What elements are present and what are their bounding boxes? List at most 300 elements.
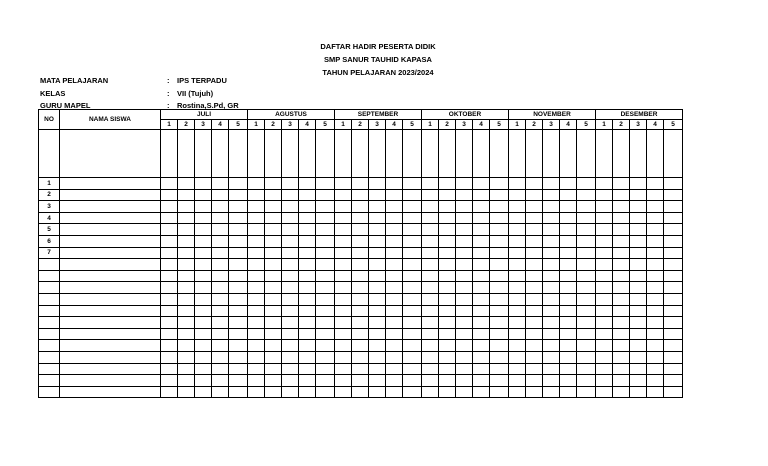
attendance-cell[interactable] — [577, 178, 596, 190]
attendance-cell[interactable] — [473, 375, 490, 387]
attendance-cell[interactable] — [422, 351, 439, 363]
attendance-cell[interactable] — [630, 178, 647, 190]
attendance-cell[interactable] — [161, 201, 178, 213]
attendance-cell[interactable] — [386, 178, 403, 190]
attendance-cell[interactable] — [577, 293, 596, 305]
attendance-cell[interactable] — [473, 235, 490, 247]
attendance-cell[interactable] — [473, 340, 490, 352]
attendance-cell[interactable] — [282, 317, 299, 329]
attendance-cell[interactable] — [647, 178, 664, 190]
attendance-cell[interactable] — [335, 189, 352, 201]
attendance-cell[interactable] — [369, 212, 386, 224]
attendance-cell[interactable] — [195, 178, 212, 190]
attendance-cell[interactable] — [178, 201, 195, 213]
attendance-cell[interactable] — [613, 328, 630, 340]
attendance-cell[interactable] — [543, 189, 560, 201]
attendance-cell[interactable] — [229, 375, 248, 387]
attendance-cell[interactable] — [473, 178, 490, 190]
attendance-cell[interactable] — [352, 317, 369, 329]
attendance-cell[interactable] — [229, 247, 248, 259]
attendance-cell[interactable] — [403, 363, 422, 375]
attendance-cell[interactable] — [473, 189, 490, 201]
attendance-cell[interactable] — [543, 375, 560, 387]
student-name-cell[interactable] — [60, 328, 161, 340]
attendance-cell[interactable] — [560, 178, 577, 190]
attendance-cell[interactable] — [577, 305, 596, 317]
attendance-cell[interactable] — [248, 351, 265, 363]
attendance-cell[interactable] — [490, 317, 509, 329]
attendance-cell[interactable] — [386, 224, 403, 236]
attendance-cell[interactable] — [352, 386, 369, 398]
attendance-cell[interactable] — [299, 386, 316, 398]
attendance-cell[interactable] — [647, 317, 664, 329]
student-name-cell[interactable] — [60, 305, 161, 317]
attendance-cell[interactable] — [560, 247, 577, 259]
attendance-cell[interactable] — [456, 259, 473, 271]
attendance-cell[interactable] — [647, 293, 664, 305]
attendance-cell[interactable] — [195, 235, 212, 247]
attendance-cell[interactable] — [265, 363, 282, 375]
attendance-cell[interactable] — [248, 178, 265, 190]
attendance-cell[interactable] — [630, 259, 647, 271]
attendance-cell[interactable] — [456, 305, 473, 317]
attendance-cell[interactable] — [630, 305, 647, 317]
attendance-cell[interactable] — [490, 363, 509, 375]
attendance-cell[interactable] — [248, 386, 265, 398]
attendance-cell[interactable] — [352, 178, 369, 190]
attendance-cell[interactable] — [299, 247, 316, 259]
attendance-cell[interactable] — [352, 340, 369, 352]
attendance-cell[interactable] — [248, 235, 265, 247]
attendance-cell[interactable] — [178, 224, 195, 236]
attendance-cell[interactable] — [473, 363, 490, 375]
attendance-cell[interactable] — [647, 270, 664, 282]
attendance-cell[interactable] — [490, 340, 509, 352]
attendance-cell[interactable] — [577, 351, 596, 363]
attendance-cell[interactable] — [439, 235, 456, 247]
attendance-cell[interactable] — [212, 293, 229, 305]
attendance-cell[interactable] — [560, 386, 577, 398]
attendance-cell[interactable] — [509, 235, 526, 247]
attendance-cell[interactable] — [212, 270, 229, 282]
attendance-cell[interactable] — [473, 212, 490, 224]
attendance-cell[interactable] — [543, 351, 560, 363]
attendance-cell[interactable] — [335, 224, 352, 236]
attendance-cell[interactable] — [212, 282, 229, 294]
attendance-cell[interactable] — [596, 224, 613, 236]
attendance-cell[interactable] — [490, 305, 509, 317]
attendance-cell[interactable] — [456, 328, 473, 340]
attendance-cell[interactable] — [316, 235, 335, 247]
attendance-cell[interactable] — [403, 235, 422, 247]
attendance-cell[interactable] — [352, 247, 369, 259]
attendance-cell[interactable] — [560, 375, 577, 387]
attendance-cell[interactable] — [456, 212, 473, 224]
attendance-cell[interactable] — [439, 212, 456, 224]
attendance-cell[interactable] — [526, 189, 543, 201]
attendance-cell[interactable] — [596, 293, 613, 305]
attendance-cell[interactable] — [526, 375, 543, 387]
attendance-cell[interactable] — [526, 305, 543, 317]
attendance-cell[interactable] — [299, 340, 316, 352]
attendance-cell[interactable] — [369, 305, 386, 317]
attendance-cell[interactable] — [664, 201, 683, 213]
attendance-cell[interactable] — [265, 201, 282, 213]
student-name-cell[interactable] — [60, 386, 161, 398]
attendance-cell[interactable] — [352, 224, 369, 236]
attendance-cell[interactable] — [439, 363, 456, 375]
attendance-cell[interactable] — [316, 224, 335, 236]
attendance-cell[interactable] — [195, 328, 212, 340]
attendance-cell[interactable] — [526, 351, 543, 363]
attendance-cell[interactable] — [178, 375, 195, 387]
attendance-cell[interactable] — [422, 363, 439, 375]
attendance-cell[interactable] — [161, 259, 178, 271]
attendance-cell[interactable] — [526, 259, 543, 271]
attendance-cell[interactable] — [543, 282, 560, 294]
student-name-cell[interactable] — [60, 259, 161, 271]
attendance-cell[interactable] — [473, 247, 490, 259]
attendance-cell[interactable] — [386, 386, 403, 398]
attendance-cell[interactable] — [161, 224, 178, 236]
attendance-cell[interactable] — [248, 328, 265, 340]
attendance-cell[interactable] — [577, 201, 596, 213]
attendance-cell[interactable] — [265, 270, 282, 282]
student-name-cell[interactable] — [60, 293, 161, 305]
attendance-cell[interactable] — [664, 178, 683, 190]
attendance-cell[interactable] — [509, 328, 526, 340]
attendance-cell[interactable] — [335, 351, 352, 363]
attendance-cell[interactable] — [526, 340, 543, 352]
attendance-cell[interactable] — [248, 317, 265, 329]
attendance-cell[interactable] — [664, 247, 683, 259]
student-name-cell[interactable] — [60, 375, 161, 387]
attendance-cell[interactable] — [473, 293, 490, 305]
attendance-cell[interactable] — [282, 386, 299, 398]
student-name-cell[interactable] — [60, 270, 161, 282]
attendance-cell[interactable] — [299, 375, 316, 387]
attendance-cell[interactable] — [403, 317, 422, 329]
attendance-cell[interactable] — [212, 386, 229, 398]
attendance-cell[interactable] — [490, 270, 509, 282]
attendance-cell[interactable] — [543, 293, 560, 305]
attendance-cell[interactable] — [229, 178, 248, 190]
attendance-cell[interactable] — [456, 189, 473, 201]
attendance-cell[interactable] — [596, 363, 613, 375]
attendance-cell[interactable] — [386, 282, 403, 294]
attendance-cell[interactable] — [316, 351, 335, 363]
attendance-cell[interactable] — [560, 189, 577, 201]
attendance-cell[interactable] — [577, 340, 596, 352]
attendance-cell[interactable] — [560, 305, 577, 317]
attendance-cell[interactable] — [543, 340, 560, 352]
attendance-cell[interactable] — [335, 212, 352, 224]
attendance-cell[interactable] — [543, 317, 560, 329]
attendance-cell[interactable] — [473, 201, 490, 213]
attendance-cell[interactable] — [229, 259, 248, 271]
attendance-cell[interactable] — [664, 375, 683, 387]
attendance-cell[interactable] — [613, 375, 630, 387]
attendance-cell[interactable] — [248, 212, 265, 224]
attendance-cell[interactable] — [352, 270, 369, 282]
attendance-cell[interactable] — [229, 270, 248, 282]
attendance-cell[interactable] — [161, 293, 178, 305]
attendance-cell[interactable] — [178, 305, 195, 317]
attendance-cell[interactable] — [630, 317, 647, 329]
attendance-cell[interactable] — [456, 235, 473, 247]
attendance-cell[interactable] — [596, 375, 613, 387]
attendance-cell[interactable] — [195, 363, 212, 375]
attendance-cell[interactable] — [229, 305, 248, 317]
attendance-cell[interactable] — [509, 224, 526, 236]
attendance-cell[interactable] — [577, 270, 596, 282]
attendance-cell[interactable] — [282, 340, 299, 352]
attendance-cell[interactable] — [596, 259, 613, 271]
attendance-cell[interactable] — [596, 201, 613, 213]
attendance-cell[interactable] — [526, 282, 543, 294]
attendance-cell[interactable] — [369, 178, 386, 190]
attendance-cell[interactable] — [178, 212, 195, 224]
attendance-cell[interactable] — [509, 351, 526, 363]
attendance-cell[interactable] — [299, 189, 316, 201]
attendance-cell[interactable] — [613, 363, 630, 375]
attendance-cell[interactable] — [299, 282, 316, 294]
attendance-cell[interactable] — [596, 305, 613, 317]
attendance-cell[interactable] — [613, 189, 630, 201]
attendance-cell[interactable] — [403, 189, 422, 201]
attendance-cell[interactable] — [509, 375, 526, 387]
attendance-cell[interactable] — [369, 189, 386, 201]
attendance-cell[interactable] — [456, 340, 473, 352]
attendance-cell[interactable] — [161, 305, 178, 317]
attendance-cell[interactable] — [456, 317, 473, 329]
attendance-cell[interactable] — [369, 259, 386, 271]
attendance-cell[interactable] — [369, 224, 386, 236]
attendance-cell[interactable] — [577, 317, 596, 329]
attendance-cell[interactable] — [526, 178, 543, 190]
attendance-cell[interactable] — [647, 375, 664, 387]
attendance-cell[interactable] — [352, 189, 369, 201]
attendance-cell[interactable] — [265, 212, 282, 224]
attendance-cell[interactable] — [265, 351, 282, 363]
attendance-cell[interactable] — [526, 212, 543, 224]
attendance-cell[interactable] — [490, 178, 509, 190]
attendance-cell[interactable] — [386, 375, 403, 387]
attendance-cell[interactable] — [439, 247, 456, 259]
attendance-cell[interactable] — [439, 201, 456, 213]
attendance-cell[interactable] — [543, 363, 560, 375]
attendance-cell[interactable] — [613, 235, 630, 247]
attendance-cell[interactable] — [473, 305, 490, 317]
attendance-cell[interactable] — [526, 201, 543, 213]
attendance-cell[interactable] — [403, 259, 422, 271]
attendance-cell[interactable] — [560, 293, 577, 305]
attendance-cell[interactable] — [630, 340, 647, 352]
attendance-cell[interactable] — [265, 328, 282, 340]
attendance-cell[interactable] — [664, 212, 683, 224]
attendance-cell[interactable] — [422, 293, 439, 305]
attendance-cell[interactable] — [422, 201, 439, 213]
attendance-cell[interactable] — [403, 293, 422, 305]
attendance-cell[interactable] — [299, 363, 316, 375]
attendance-cell[interactable] — [212, 201, 229, 213]
attendance-cell[interactable] — [335, 270, 352, 282]
attendance-cell[interactable] — [439, 386, 456, 398]
attendance-cell[interactable] — [596, 386, 613, 398]
attendance-cell[interactable] — [490, 212, 509, 224]
attendance-cell[interactable] — [439, 328, 456, 340]
attendance-cell[interactable] — [299, 178, 316, 190]
attendance-cell[interactable] — [490, 328, 509, 340]
attendance-cell[interactable] — [229, 340, 248, 352]
attendance-cell[interactable] — [178, 386, 195, 398]
student-name-cell[interactable] — [60, 317, 161, 329]
attendance-cell[interactable] — [422, 270, 439, 282]
attendance-cell[interactable] — [439, 340, 456, 352]
attendance-cell[interactable] — [386, 259, 403, 271]
attendance-cell[interactable] — [161, 340, 178, 352]
attendance-cell[interactable] — [265, 259, 282, 271]
attendance-cell[interactable] — [212, 212, 229, 224]
attendance-cell[interactable] — [282, 282, 299, 294]
attendance-cell[interactable] — [422, 340, 439, 352]
attendance-cell[interactable] — [664, 224, 683, 236]
attendance-cell[interactable] — [178, 259, 195, 271]
attendance-cell[interactable] — [526, 328, 543, 340]
attendance-cell[interactable] — [352, 305, 369, 317]
attendance-cell[interactable] — [299, 259, 316, 271]
student-name-cell[interactable] — [60, 178, 161, 190]
attendance-cell[interactable] — [316, 270, 335, 282]
attendance-cell[interactable] — [335, 293, 352, 305]
attendance-cell[interactable] — [664, 340, 683, 352]
attendance-cell[interactable] — [473, 270, 490, 282]
attendance-cell[interactable] — [543, 386, 560, 398]
attendance-cell[interactable] — [229, 224, 248, 236]
attendance-cell[interactable] — [664, 363, 683, 375]
attendance-cell[interactable] — [647, 363, 664, 375]
attendance-cell[interactable] — [299, 293, 316, 305]
attendance-cell[interactable] — [282, 375, 299, 387]
attendance-cell[interactable] — [509, 212, 526, 224]
attendance-cell[interactable] — [161, 178, 178, 190]
attendance-cell[interactable] — [596, 270, 613, 282]
attendance-cell[interactable] — [178, 270, 195, 282]
attendance-cell[interactable] — [403, 178, 422, 190]
attendance-cell[interactable] — [248, 282, 265, 294]
attendance-cell[interactable] — [456, 293, 473, 305]
attendance-cell[interactable] — [509, 282, 526, 294]
attendance-cell[interactable] — [248, 375, 265, 387]
attendance-cell[interactable] — [473, 351, 490, 363]
attendance-cell[interactable] — [352, 328, 369, 340]
attendance-cell[interactable] — [613, 259, 630, 271]
attendance-cell[interactable] — [613, 317, 630, 329]
attendance-cell[interactable] — [613, 270, 630, 282]
attendance-cell[interactable] — [161, 189, 178, 201]
attendance-cell[interactable] — [613, 224, 630, 236]
attendance-cell[interactable] — [509, 340, 526, 352]
attendance-cell[interactable] — [560, 224, 577, 236]
attendance-cell[interactable] — [178, 328, 195, 340]
attendance-cell[interactable] — [577, 235, 596, 247]
attendance-cell[interactable] — [613, 351, 630, 363]
attendance-cell[interactable] — [526, 270, 543, 282]
attendance-cell[interactable] — [577, 259, 596, 271]
attendance-cell[interactable] — [316, 189, 335, 201]
attendance-cell[interactable] — [422, 305, 439, 317]
attendance-cell[interactable] — [178, 293, 195, 305]
attendance-cell[interactable] — [299, 351, 316, 363]
attendance-cell[interactable] — [577, 247, 596, 259]
attendance-cell[interactable] — [509, 178, 526, 190]
attendance-cell[interactable] — [386, 201, 403, 213]
attendance-cell[interactable] — [647, 386, 664, 398]
attendance-cell[interactable] — [560, 201, 577, 213]
student-name-cell[interactable] — [60, 224, 161, 236]
attendance-cell[interactable] — [335, 178, 352, 190]
attendance-cell[interactable] — [299, 328, 316, 340]
attendance-cell[interactable] — [195, 247, 212, 259]
attendance-cell[interactable] — [613, 178, 630, 190]
attendance-cell[interactable] — [526, 386, 543, 398]
student-name-cell[interactable] — [60, 189, 161, 201]
attendance-cell[interactable] — [282, 293, 299, 305]
attendance-cell[interactable] — [543, 305, 560, 317]
attendance-cell[interactable] — [422, 178, 439, 190]
attendance-cell[interactable] — [422, 212, 439, 224]
attendance-cell[interactable] — [647, 201, 664, 213]
attendance-cell[interactable] — [664, 386, 683, 398]
attendance-cell[interactable] — [577, 282, 596, 294]
attendance-cell[interactable] — [630, 282, 647, 294]
attendance-cell[interactable] — [386, 235, 403, 247]
attendance-cell[interactable] — [456, 178, 473, 190]
attendance-cell[interactable] — [456, 351, 473, 363]
attendance-cell[interactable] — [195, 270, 212, 282]
attendance-cell[interactable] — [439, 178, 456, 190]
attendance-cell[interactable] — [335, 363, 352, 375]
attendance-cell[interactable] — [178, 340, 195, 352]
attendance-cell[interactable] — [490, 235, 509, 247]
attendance-cell[interactable] — [178, 235, 195, 247]
attendance-cell[interactable] — [577, 224, 596, 236]
attendance-cell[interactable] — [195, 305, 212, 317]
attendance-cell[interactable] — [613, 212, 630, 224]
attendance-cell[interactable] — [543, 247, 560, 259]
attendance-cell[interactable] — [526, 317, 543, 329]
attendance-cell[interactable] — [161, 351, 178, 363]
attendance-cell[interactable] — [282, 235, 299, 247]
attendance-cell[interactable] — [195, 201, 212, 213]
attendance-cell[interactable] — [422, 375, 439, 387]
attendance-cell[interactable] — [316, 247, 335, 259]
attendance-cell[interactable] — [664, 235, 683, 247]
attendance-cell[interactable] — [282, 270, 299, 282]
attendance-cell[interactable] — [282, 201, 299, 213]
attendance-cell[interactable] — [630, 351, 647, 363]
attendance-cell[interactable] — [543, 235, 560, 247]
attendance-cell[interactable] — [282, 189, 299, 201]
attendance-cell[interactable] — [335, 259, 352, 271]
attendance-cell[interactable] — [439, 317, 456, 329]
attendance-cell[interactable] — [335, 375, 352, 387]
attendance-cell[interactable] — [403, 328, 422, 340]
attendance-cell[interactable] — [509, 247, 526, 259]
attendance-cell[interactable] — [577, 212, 596, 224]
attendance-cell[interactable] — [386, 363, 403, 375]
attendance-cell[interactable] — [369, 247, 386, 259]
